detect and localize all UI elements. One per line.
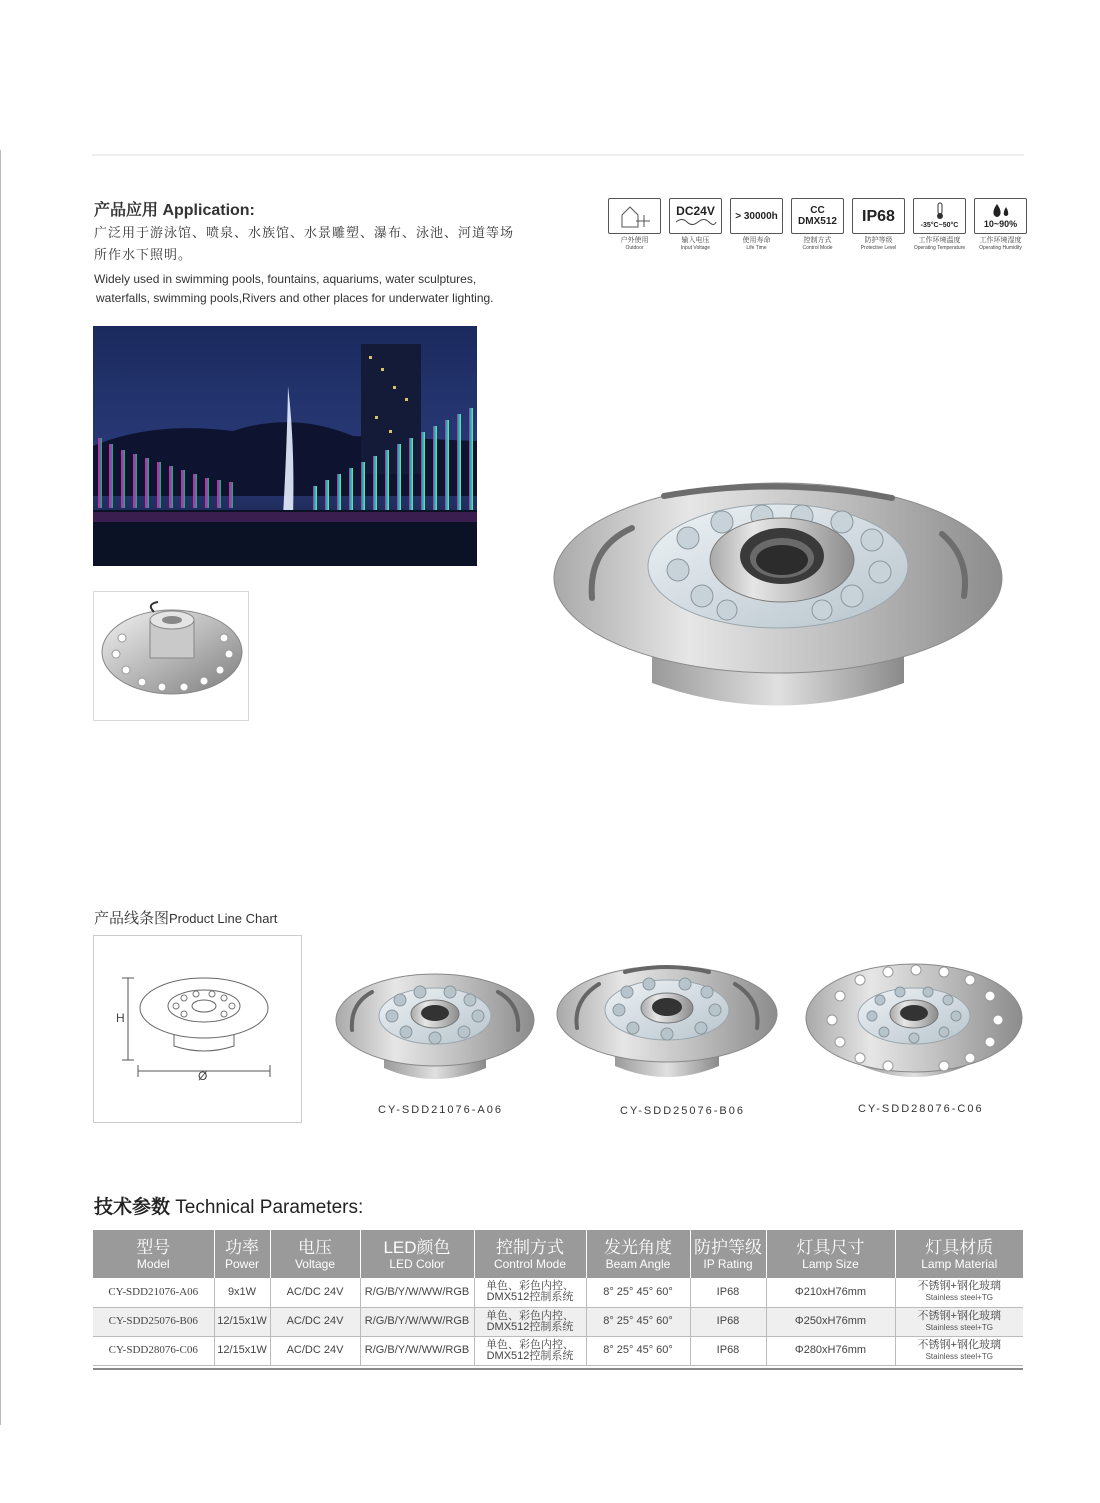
droplets-icon [990, 203, 1012, 219]
header-beam-angle: 发光角度 Beam Angle [586, 1230, 690, 1278]
dimension-diameter-label: Ø [198, 1069, 208, 1083]
spec-icon-row [608, 198, 1027, 251]
spec-operating-humidity: 10~90% 工作环境湿度 Operating Humidity [974, 198, 1027, 251]
technical-parameters-title: 技术参数 Technical Parameters: [94, 1197, 364, 1218]
spec-ip-rating: IP68 防护等级 Protective Level [852, 198, 905, 251]
variant-label-b06: CY-SDD25076-B06 [620, 1105, 745, 1117]
header-voltage: 电压 Voltage [270, 1230, 360, 1278]
table-row: CY-SDD28076-C06 12/15x1W AC/DC 24V R/G/B/Y/W/WW/RGB 单色、彩色内控、 DMX512控制系统 8° 25° 45° 60° IP68 Φ280xH76mm 不锈钢+钢化玻璃 Stainless steel+TG [93, 1336, 1023, 1365]
application-description-en [94, 270, 534, 308]
header-model: 型号 Model [93, 1230, 214, 1278]
spec-input-voltage: DC24V 输入电压 Input Voltage [669, 198, 722, 251]
dimension-height-label: H [116, 1011, 125, 1025]
variant-label-a06: CY-SDD21076-A06 [378, 1104, 503, 1116]
header-power: 功率 Power [214, 1230, 270, 1278]
header-lamp-material: 灯具材质 Lamp Material [895, 1230, 1023, 1278]
table-row: CY-SDD25076-B06 12/15x1W AC/DC 24V R/G/B/Y/W/WW/RGB 单色、彩色内控、 DMX512控制系统 8° 25° 45° 60° IP68 Φ250xH76mm 不锈钢+钢化玻璃 Stainless steel+TG [93, 1307, 1023, 1336]
fountain-night-photo [93, 326, 477, 566]
header-control-mode: 控制方式 Control Mode [474, 1230, 586, 1278]
spec-life-time: > 30000h 使用寿命 Life Time [730, 198, 783, 251]
table-header-row [93, 1230, 1023, 1278]
spec-operating-temperature: -35°C~50°C 工作环境温度 Operating Temperature [913, 198, 966, 251]
header-led-color: LED颜色 LED Color [360, 1230, 474, 1278]
product-hero-image [552, 478, 1004, 714]
house-icon [608, 198, 661, 234]
table-bottom-rule [93, 1368, 1023, 1370]
table-row: CY-SDD21076-A06 9x1W AC/DC 24V R/G/B/Y/W/WW/RGB 单色、彩色内控、 DMX512控制系统 8° 25° 45° 60° IP68 Φ210xH76mm 不锈钢+钢化玻璃 Stainless steel+TG [93, 1278, 1023, 1307]
wave-icon [674, 217, 718, 227]
product-back-view-thumbnail [93, 591, 249, 721]
dimension-drawing [93, 935, 302, 1123]
technical-parameters-table [93, 1230, 1023, 1366]
spec-control-mode: CC DMX512 控制方式 Control Mode [791, 198, 844, 251]
application-en-line-1: Widely used in swimming pools, fountains, aquariums, water sculptures, [94, 272, 477, 286]
variant-image-c06 [804, 962, 1024, 1090]
header-lamp-size: 灯具尺寸 Lamp Size [766, 1230, 895, 1278]
thermometer-icon [935, 202, 945, 220]
spec-outdoor: 户外使用 Outdoor [608, 198, 661, 251]
header-ip-rating: 防护等级 IP Rating [690, 1230, 766, 1278]
application-description-cn: 广泛用于游泳馆、喷泉、水族馆、水景雕塑、瀑布、泳池、河道等场所作水下照明。 [94, 225, 515, 262]
variant-image-b06 [555, 962, 779, 1084]
product-line-chart-title: 产品线条图Product Line Chart [94, 910, 278, 927]
application-title: 产品应用 Application: [94, 202, 255, 219]
application-en-line-2: waterfalls, swimming pools,Rivers and other places for underwater lighting. [96, 291, 494, 305]
variant-image-a06 [334, 968, 536, 1086]
variant-label-c06: CY-SDD28076-C06 [858, 1103, 984, 1115]
page-edge-rule [0, 150, 1, 1425]
header-divider [92, 154, 1024, 156]
